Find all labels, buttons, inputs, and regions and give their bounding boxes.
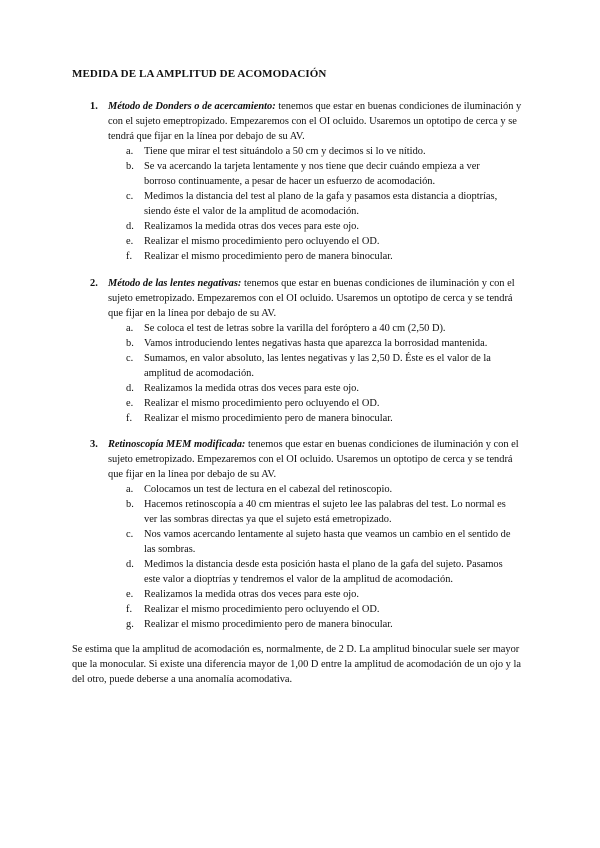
item-text: Realizar el mismo procedimiento pero ocluyendo el OD. [144, 604, 380, 615]
item-letter: b. [126, 338, 134, 349]
section-number: 1. [90, 101, 98, 112]
section-heading-paragraph [90, 437, 530, 482]
closing-paragraph: Se estima que la amplitud de acomodación es, normalmente, de 2 D. La amplitud binocular suele ser mayor que la monocular. Si existe una diferencia mayor de 1,00 D entre la amplitud de acomodación de un ojo y la del otro, puede deberse a una anomalía acomodativa. [72, 644, 521, 685]
list-item [126, 587, 512, 602]
item-letter: g. [126, 619, 134, 630]
list-item [126, 234, 512, 249]
section-number: 2. [90, 278, 98, 289]
item-letter: b. [126, 161, 134, 172]
item-text: Se coloca el test de letras sobre la varilla del foróptero a 40 cm (2,50 D). [144, 323, 446, 334]
item-letter: c. [126, 191, 134, 202]
list-item [126, 602, 512, 617]
section-heading-paragraph [90, 276, 530, 321]
list-item [126, 557, 512, 587]
list-item [126, 411, 512, 426]
list-item [126, 617, 512, 632]
item-text: Hacemos retinoscopía a 40 cm mientras el sujeto lee las palabras del test. Lo normal es ver las sombras directas ya que el sujeto está emetropizado. [144, 499, 506, 525]
section-heading-paragraph [90, 99, 530, 144]
document-title: MEDIDA DE LA AMPLITUD DE ACOMODACIÓN [72, 68, 327, 80]
item-text: Vamos introduciendo lentes negativas hasta que aparezca la borrosidad mantenida. [144, 338, 488, 349]
step-list [126, 321, 512, 426]
item-letter: f. [126, 604, 133, 615]
item-letter: c. [126, 529, 134, 540]
list-item [126, 249, 512, 264]
list-item [126, 189, 512, 219]
item-letter: d. [126, 559, 134, 570]
item-text: Realizar el mismo procedimiento pero ocluyendo el OD. [144, 236, 380, 247]
item-text: Realizamos la medida otras dos veces para este ojo. [144, 383, 359, 394]
list-item [126, 396, 512, 411]
item-letter: a. [126, 146, 134, 157]
item-text: Colocamos un test de lectura en el cabezal del retinoscopio. [144, 484, 393, 495]
list-item [126, 219, 512, 234]
item-letter: e. [126, 589, 134, 600]
section-intro: tenemos que estar en buenas condiciones de iluminación y con el sujeto emetropizado. Empezaremos con el OI ocluido. Usaremos un optotipo de cerca y se tendrá que fijar en la línea por debajo de su AV. [108, 278, 515, 319]
item-text: Realizar el mismo procedimiento pero de manera binocular. [144, 413, 393, 424]
item-text: Realizar el mismo procedimiento pero de manera binocular. [144, 619, 393, 630]
list-item [126, 321, 512, 336]
list-item [126, 144, 512, 159]
item-letter: c. [126, 353, 134, 364]
item-text: Medimos la distancia desde esta posición hasta el plano de la gafa del sujeto. Pasamos este valor a dioptrías y tendremos el valor de la amplitud de acomodación. [144, 559, 503, 585]
section-title: Método de Donders o de acercamiento: [108, 101, 276, 112]
section-title: Retinoscopía MEM modificada: [108, 439, 246, 450]
list-item [126, 497, 512, 527]
item-text: Realizamos la medida otras dos veces para este ojo. [144, 221, 359, 232]
section-number: 3. [90, 439, 98, 450]
section-retinoscopia-mem [90, 437, 530, 632]
item-text: Se va acercando la tarjeta lentamente y nos tiene que decir cuándo empieza a ver borroso continuamente, a pesar de hacer un esfuerzo de acomodación. [144, 161, 480, 187]
list-item [126, 381, 512, 396]
section-lentes-negativas [90, 276, 530, 426]
section-donders [90, 99, 530, 264]
item-text: Medimos la distancia del test al plano de la gafa y pasamos esta distancia a dioptrías, siendo éste el valor de la amplitud de acomodación. [144, 191, 498, 217]
item-text: Realizar el mismo procedimiento pero ocluyendo el OD. [144, 398, 380, 409]
item-letter: f. [126, 413, 133, 424]
section-intro: tenemos que estar en buenas condiciones de iluminación y con el sujeto emetropizado. Empezaremos con el OI ocluido. Usaremos un optotipo de cerca y se tendrá que fijar en la línea por debajo de su AV. [108, 439, 519, 480]
list-item [126, 159, 512, 189]
section-intro: tenemos que estar en buenas condiciones de iluminación y con el sujeto emeptropizado. Empezaremos con el OI ocluido. Usaremos un optotipo de cerca y se tendrá que fijar en la línea por debajo de su AV. [108, 101, 522, 142]
item-letter: b. [126, 499, 134, 510]
item-letter: d. [126, 383, 134, 394]
item-text: Nos vamos acercando lentamente al sujeto hasta que veamos un cambio en el sentido de las sombras. [144, 529, 511, 555]
item-text: Tiene que mirar el test situándolo a 50 cm y decimos si lo ve nítido. [144, 146, 426, 157]
item-text: Realizar el mismo procedimiento pero de manera binocular. [144, 251, 393, 262]
section-title: Método de las lentes negativas: [108, 278, 242, 289]
list-item [126, 336, 512, 351]
step-list [126, 482, 512, 632]
item-letter: a. [126, 323, 134, 334]
list-item [126, 482, 512, 497]
item-letter: e. [126, 236, 134, 247]
item-letter: e. [126, 398, 134, 409]
item-text: Realizamos la medida otras dos veces para este ojo. [144, 589, 359, 600]
item-letter: a. [126, 484, 134, 495]
item-letter: d. [126, 221, 134, 232]
item-text: Sumamos, en valor absoluto, las lentes negativas y las 2,50 D. Éste es el valor de la amplitud de acomodación. [144, 353, 491, 379]
list-item [126, 527, 512, 557]
item-letter: f. [126, 251, 133, 262]
list-item [126, 351, 512, 381]
step-list [126, 144, 512, 264]
